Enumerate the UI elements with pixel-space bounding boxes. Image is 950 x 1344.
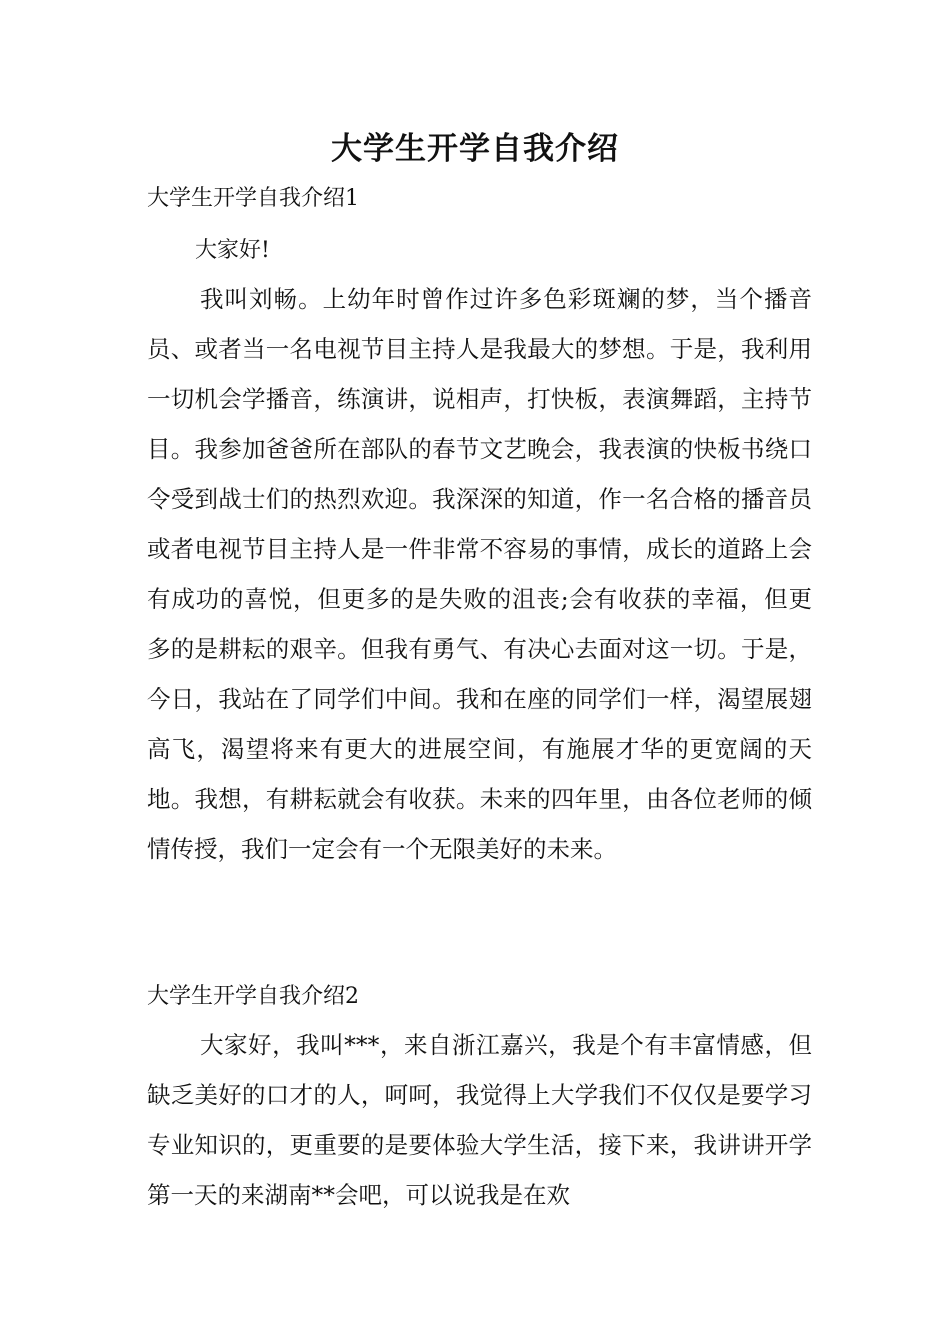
document-title: 大学生开学自我介绍 [331, 131, 619, 167]
section-1-paragraph: 我叫刘畅。上幼年时曾作过许多色彩斑斓的梦，当个播音员、或者当一名电视节目主持人是我最大的梦想。于是，我利用一切机会学播音，练演讲，说相声，打快板，表演舞蹈，主持节目。我参加爸爸所在部队的春节文艺晚会，我表演的快板书绕口令受到战士们的热烈欢迎。我深深的知道，作一名合格的播音员或者电视节目主持人是一件非常不容易的事情，成长的道路上会有成功的喜悦，但更多的是失败的沮丧;会有收获的幸福，但更多的是耕耘的艰辛。但我有勇气、有决心去面对这一切。于是，今日，我站在了同学们中间。我和在座的同学们一样，渴望展翅高飞，渴望将来有更大的进展空间，有施展才华的更宽阔的天地。我想，有耕耘就会有收获。未来的四年里，由各位老师的倾情传授，我们一定会有一个无限美好的未来。 [147, 285, 812, 863]
greeting-text: 大家好! [195, 238, 270, 263]
section-heading-1: 大学生开学自我介绍1 [147, 186, 359, 211]
section-2-paragraph: 大家好，我叫***，来自浙江嘉兴，我是个有丰富情感，但缺乏美好的口才的人，呵呵，我觉得上大学我们不仅仅是要学习专业知识的，更重要的是要体验大学生活，接下来，我讲讲开学第一天的来湖南**会吧，可以说我是在欢 [147, 1031, 812, 1209]
section-heading-2: 大学生开学自我介绍2 [147, 984, 359, 1009]
